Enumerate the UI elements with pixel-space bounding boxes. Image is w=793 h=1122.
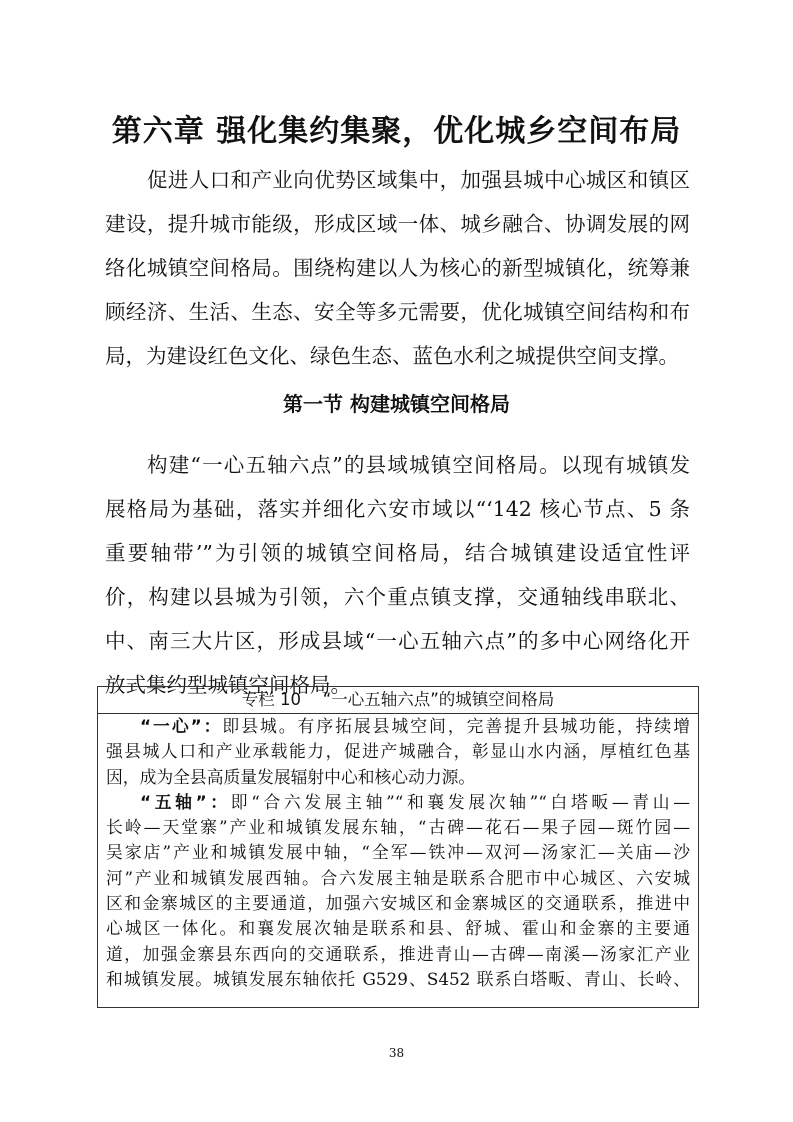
text-line: 价，构建以县城为引领，六个重点镇支撑，交通轴线串联北、 [105, 585, 690, 609]
box-line-text: 强县城人口和产业承载能力，促进产城融合，彰显山水内涵，厚植红色基 [106, 741, 690, 762]
text-line: 顾经济、生活、生态、安全等多元需要，优化城镇空间结构和布 [105, 300, 690, 324]
text-line: 建设，提升城市能级，形成区域一体、城乡融合、协调发展的网 [105, 212, 690, 236]
chapter-title: 第六章 强化集约集聚，优化城乡空间布局 [111, 114, 682, 149]
text-line: 放式集约型城镇空间格局。 [105, 673, 351, 697]
box-line [106, 739, 690, 764]
box-line-text: 区和金寨城区的主要通道，加强六安城区和金寨城区的交通联系，推进中 [106, 893, 690, 914]
text-line: 构建“一心五轴六点”的县域城镇空间格局。以现有城镇发 [147, 453, 690, 477]
text-line: 重要轴带’”为引领的城镇空间格局，结合城镇建设适宜性评 [105, 541, 690, 565]
box-line [106, 967, 690, 992]
box-line [106, 891, 690, 916]
box-line-text: 长岭—天堂寨”产业和城镇发展东轴，“古碑—花石—果子园—斑竹园— [106, 817, 690, 838]
box-title: 专栏 10 “一心五轴六点”的城镇空间格局 [98, 687, 698, 714]
section-paragraph [105, 443, 690, 707]
page-number: 38 [388, 1046, 405, 1060]
box-line [106, 916, 690, 941]
box-term: “一心”： [140, 716, 223, 736]
text-line: 络化城镇空间格局。围绕构建以人为核心的新型城镇化，统筹兼 [105, 256, 690, 280]
box-line [106, 866, 690, 891]
text-line: 局，为建设红色文化、绿色生态、蓝色水利之城提供空间支撑。 [105, 344, 679, 368]
box-term: “五轴”： [140, 791, 231, 812]
box-line-text: 即“合六发展主轴”“和襄发展次轴”“白塔畈—青山— [230, 791, 690, 812]
box-line-text: 心城区一体化。和襄发展次轴是联系和县、舒城、霍山和金寨的主要通 [106, 918, 690, 939]
box-line [106, 790, 690, 815]
box-line-text: 河”产业和城镇发展西轴。合六发展主轴是联系合肥市中心城区、六安城 [106, 867, 690, 888]
box-line [106, 840, 690, 865]
box-line [106, 765, 690, 790]
box-line-text: 因，成为全县高质量发展辐射中心和核心动力源。 [106, 766, 476, 787]
box-line [106, 815, 690, 840]
box-line [106, 714, 690, 739]
box-body [98, 714, 698, 992]
box-line-text: 即县城。有序拓展县城空间，完善提升县城功能，持续增 [222, 716, 690, 736]
text-line: 促进人口和产业向优势区域集中，加强县城中心城区和镇区 [147, 168, 690, 192]
box-line [106, 942, 690, 967]
text-line: 展格局为基础，落实并细化六安市域以“‘142 核心节点、5 条 [105, 497, 690, 521]
sidebar-box-10 [97, 686, 699, 1008]
text-line: 中、南三大片区，形成县域“一心五轴六点”的多中心网络化开 [105, 629, 690, 653]
intro-paragraph [105, 158, 690, 378]
box-line-text: 和城镇发展。城镇发展东轴依托 G529、S452 联系白塔畈、青山、长岭、 [106, 968, 690, 989]
section-title: 第一节 构建城镇空间格局 [283, 392, 510, 416]
box-line-text: 吴家店”产业和城镇发展中轴，“全军—铁冲—双河—汤家汇—关庙—沙 [106, 842, 690, 863]
box-line-text: 道，加强金寨县东西向的交通联系，推进青山—古碑—南溪—汤家汇产业 [106, 943, 690, 964]
